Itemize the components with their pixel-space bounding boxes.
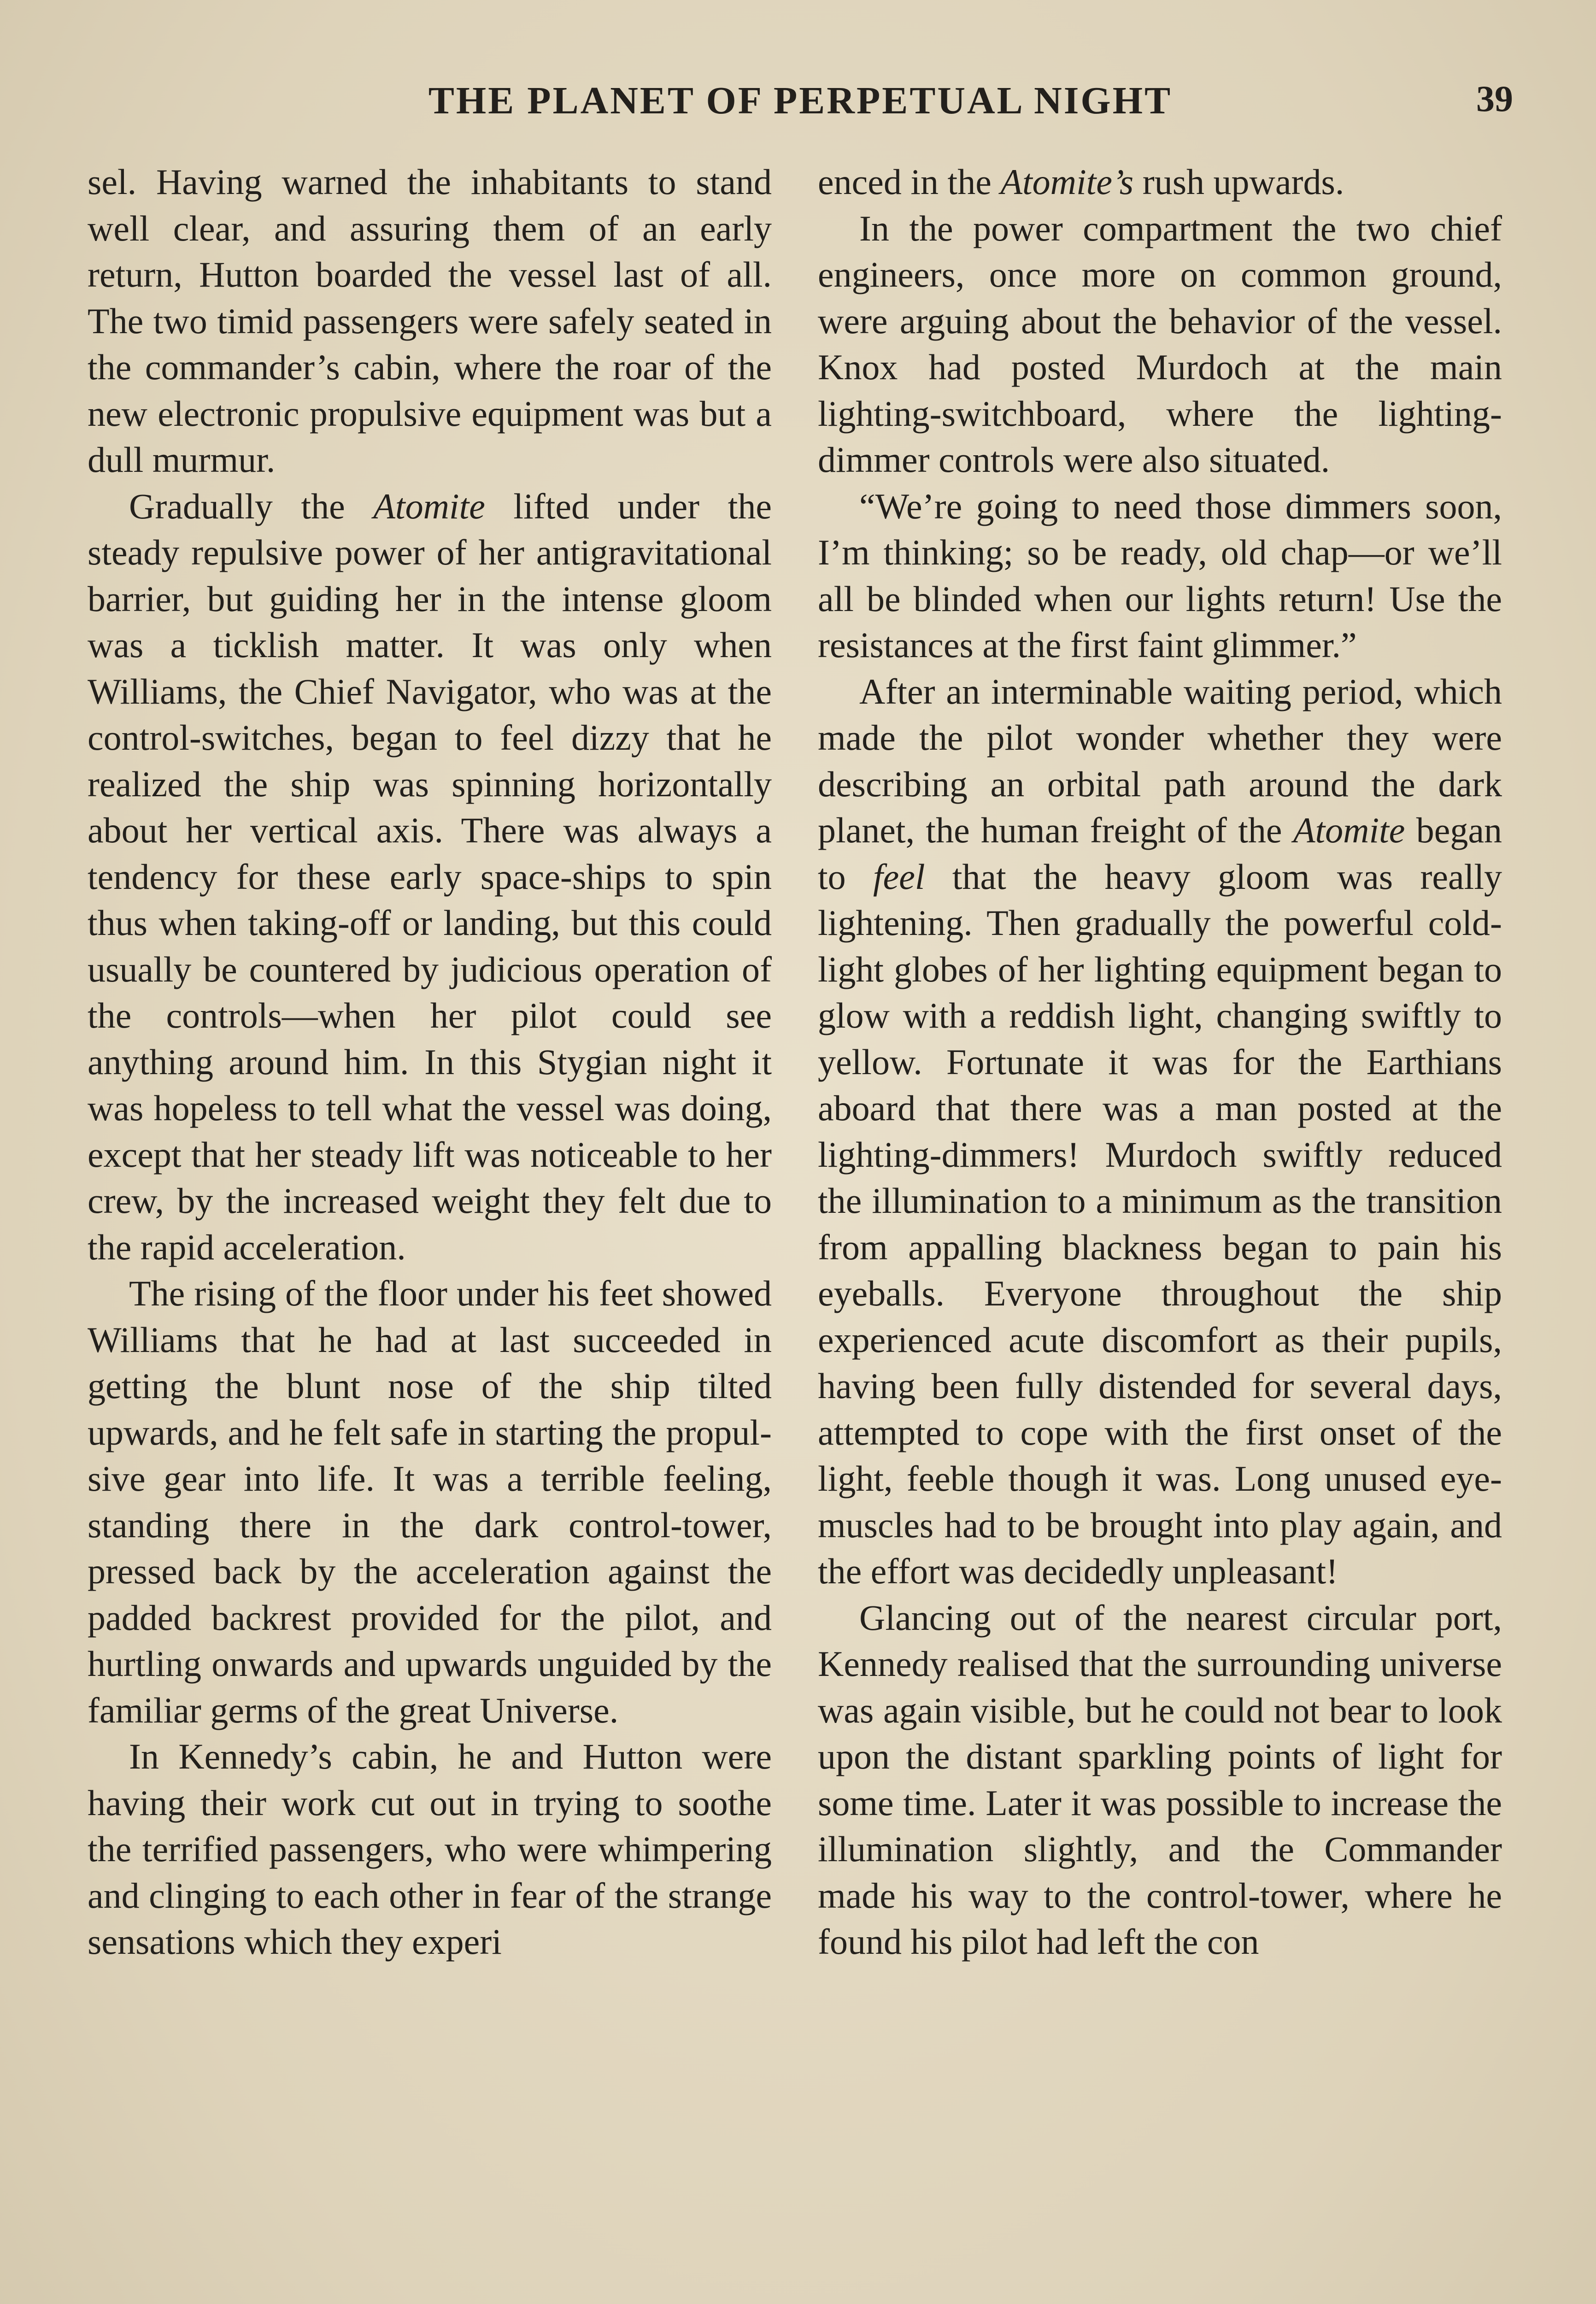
paragraph: Glancing out of the nearest circular port, Kennedy realised that the surrounding universe was again visible, but he could not bear to look upon the distant sparkling points of light for some time. Later it was possible to increase the illumination slightly, and the Commander made his way to the control-tower, where he found his pilot had left the con <box>818 1597 1502 1962</box>
emphasis-italic: feel <box>873 856 925 897</box>
paragraph: “We’re going to need those dimmers soon, I’m thinking; so be ready, old chap—or we’ll all be blinded when our lights return! Use the resistances at the first faint glimmer.” <box>818 486 1502 665</box>
page-number: 39 <box>1476 79 1513 119</box>
paragraph: In Kennedy’s cabin, he and Hutton were having their work cut out in trying to soothe the terrified passengers, who were whimpering and clinging to each other in fear of the strange sensations which they experi <box>88 1736 772 1962</box>
paragraph: sel. Having warned the inhabitants to stand well clear, and assuring them of an early return, Hutton boarded the vessel last of all. The two timid passengers were safely seated in the commander’s cabin, where the roar of the new electronic propulsive equipment was but a dull murmur. <box>88 162 772 480</box>
right-column <box>818 159 1502 1965</box>
page-header <box>88 69 1513 124</box>
paragraph-text: Gradually the <box>129 486 374 526</box>
paragraph <box>88 483 772 1271</box>
paragraph: In the power compartment the two chief engineers, once more on common ground, were arguing about the behavior of the vessel. Knox had posted Murdoch at the main lighting-switchboard, where the lighting-dimmer controls were also situated. <box>818 208 1502 480</box>
paragraph-text: enced in the <box>818 162 1001 202</box>
ship-name-italic: Atomite’s <box>1000 162 1134 202</box>
paragraph-text: lifted under the steady repulsive power of her antigravitational barrier, but guiding her in the intense gloom was a ticklish matter. It was only when Williams, the Chief Navigator, who was at the control-switches, began to feel dizzy that he realized the ship was spinning horizontally about her vertical axis. There was always a tendency for these early space-ships to spin thus when taking-off or landing, but this could usually be countered by judicious operation of the controls—when her pilot could see anything around him. In this Stygian night it was hopeless to tell what the vessel was doing, except that her steady lift was noticeable to her crew, by the increased weight they felt due to the rapid acceleration. <box>88 486 772 1267</box>
ship-name-italic: Atomite <box>373 486 485 526</box>
ship-name-italic: Atomite <box>1293 810 1405 850</box>
running-title: THE PLANET OF PERPETUAL NIGHT <box>428 79 1173 122</box>
paragraph-text: After an interminable waiting period, which made the pilot wonder whether they were describing an orbital path around the dark planet, the human freight of the <box>818 671 1502 850</box>
paragraph-text: rush upwards. <box>1133 162 1344 202</box>
paragraph: The rising of the floor under his feet showed Williams that he had at last succeeded in getting the blunt nose of the ship tilted upwards, and he felt safe in starting the propulsive gear into life. It was a terrible feeling, standing there in the dark control-tower, pressed back by the acceleration against the padded backrest provided for the pilot, and hurtling onwards and upwards unguided by the familiar germs of the great Universe. <box>88 1273 772 1730</box>
paragraph <box>818 669 1502 1595</box>
left-column <box>88 159 772 1965</box>
paragraph-text: began to <box>818 810 1502 897</box>
paragraph-text: that the heavy gloom was really lightening. Then gradually the powerful cold-light globes of her lighting equipment began to glow with a reddish light, changing swiftly to yellow. Fortunate it was for the Earthians aboard that there was a man posted at the lighting-dimmers! Murdoch swiftly reduced the illumination to a minimum as the transition from appalling blackness began to pain his eyeballs. Everyone throughout the ship experienced acute discomfort as their pupils, having been fully distended for several days, attempted to cope with the first onset of the light, feeble though it was. Long unused eye-muscles had to be brought into play again, and the effort was decidedly unpleasant! <box>818 856 1502 1591</box>
paragraph <box>818 159 1502 206</box>
